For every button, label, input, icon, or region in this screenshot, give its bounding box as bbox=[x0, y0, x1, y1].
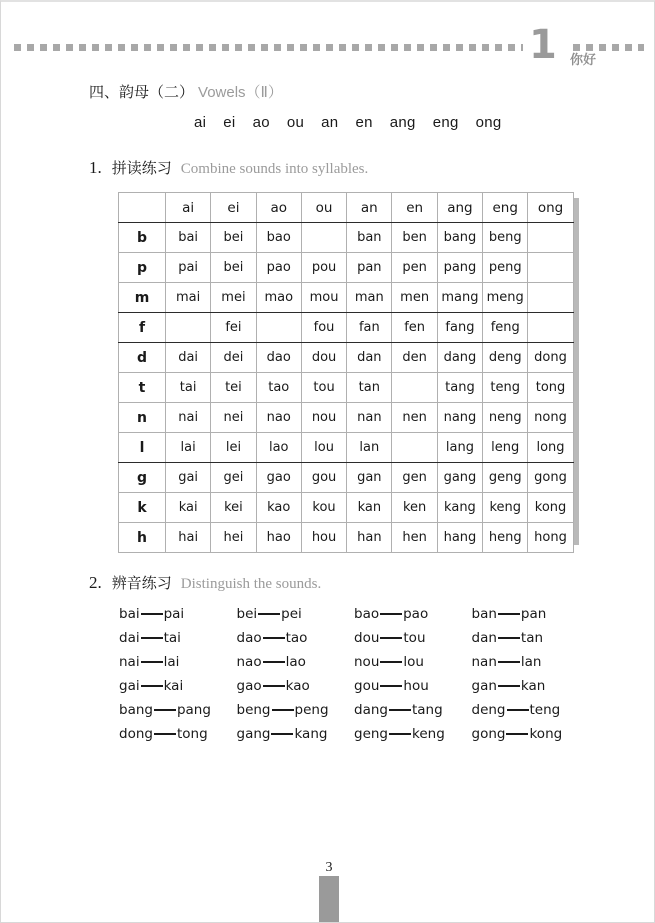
exercise-2-heading bbox=[89, 572, 321, 593]
exercise-1-heading bbox=[89, 157, 368, 178]
table-cell-syllable: gong bbox=[528, 463, 573, 493]
minimal-pairs-list bbox=[119, 602, 589, 746]
table-cell-syllable: men bbox=[392, 283, 437, 313]
minimal-pair-row bbox=[119, 674, 589, 698]
section-heading-chinese: 四、韵母（二） bbox=[89, 83, 195, 101]
minimal-pair-left: geng bbox=[354, 726, 389, 742]
table-cell-syllable: kai bbox=[166, 493, 211, 523]
table-row-header-initial: d bbox=[119, 343, 166, 373]
table-cell-syllable: hen bbox=[392, 523, 437, 553]
minimal-pair-connector bbox=[380, 613, 402, 615]
minimal-pair-right: kong bbox=[529, 726, 563, 742]
vowel-item: ou bbox=[286, 114, 305, 131]
minimal-pair bbox=[354, 654, 472, 670]
table-row bbox=[119, 463, 574, 493]
table-cell-syllable: dang bbox=[437, 343, 482, 373]
minimal-pair bbox=[237, 702, 355, 718]
minimal-pair-right: teng bbox=[529, 702, 561, 718]
minimal-pair-left: dai bbox=[119, 630, 140, 646]
table-cell-syllable: nang bbox=[437, 403, 482, 433]
table-cell-syllable: pai bbox=[166, 253, 211, 283]
minimal-pair bbox=[119, 606, 237, 622]
minimal-pair-right: pao bbox=[403, 606, 429, 622]
minimal-pair-connector bbox=[263, 637, 285, 639]
minimal-pair-right: peng bbox=[294, 702, 329, 718]
minimal-pair-left: deng bbox=[471, 702, 506, 718]
minimal-pair-connector bbox=[507, 709, 529, 711]
table-cell-syllable: teng bbox=[483, 373, 528, 403]
table-cell-syllable: han bbox=[347, 523, 392, 553]
table-cell-syllable: gao bbox=[256, 463, 301, 493]
exercise-2-chinese: 辨音练习 bbox=[111, 574, 172, 592]
table-cell-syllable: nai bbox=[166, 403, 211, 433]
table-cell-syllable: tao bbox=[256, 373, 301, 403]
table-row-header-initial: t bbox=[119, 373, 166, 403]
minimal-pair-row bbox=[119, 650, 589, 674]
vowel-item: ong bbox=[475, 114, 502, 131]
exercise-2-number: 2. bbox=[89, 573, 102, 592]
minimal-pair-right: lao bbox=[285, 654, 306, 670]
minimal-pair-row bbox=[119, 722, 589, 746]
table-cell-syllable: mou bbox=[301, 283, 346, 313]
page-number: 3 bbox=[325, 860, 333, 875]
syllable-table bbox=[118, 192, 574, 553]
minimal-pair-left: gai bbox=[119, 678, 140, 694]
table-cell-syllable: lang bbox=[437, 433, 482, 463]
minimal-pair-connector bbox=[498, 661, 520, 663]
minimal-pair-connector bbox=[141, 637, 163, 639]
table-cell-syllable: hong bbox=[528, 523, 573, 553]
table-row bbox=[119, 223, 574, 253]
table-row-header-initial: n bbox=[119, 403, 166, 433]
minimal-pair-row bbox=[119, 602, 589, 626]
minimal-pair-right: keng bbox=[412, 726, 445, 742]
minimal-pair-right: pan bbox=[520, 606, 547, 622]
minimal-pair-right: lan bbox=[520, 654, 542, 670]
table-cell-syllable: dong bbox=[528, 343, 573, 373]
table-cell-syllable: bei bbox=[211, 223, 256, 253]
table-row bbox=[119, 343, 574, 373]
table-cell-syllable: kao bbox=[256, 493, 301, 523]
minimal-pair bbox=[354, 678, 472, 694]
table-cell-syllable: lan bbox=[347, 433, 392, 463]
minimal-pair-connector bbox=[506, 733, 528, 735]
table-cell-syllable: fan bbox=[347, 313, 392, 343]
table-cell-syllable: long bbox=[528, 433, 573, 463]
table-cell-syllable: bang bbox=[437, 223, 482, 253]
table-cell-syllable bbox=[166, 313, 211, 343]
table-column-header: eng bbox=[483, 193, 528, 223]
minimal-pair-connector bbox=[154, 709, 176, 711]
table-cell-syllable bbox=[528, 253, 573, 283]
table-cell-syllable: fei bbox=[211, 313, 256, 343]
table-cell-syllable: fang bbox=[437, 313, 482, 343]
minimal-pair bbox=[119, 726, 237, 742]
table-cell-syllable: keng bbox=[483, 493, 528, 523]
minimal-pair-left: bao bbox=[354, 606, 380, 622]
table-row-header-initial: g bbox=[119, 463, 166, 493]
table-cell-syllable: dao bbox=[256, 343, 301, 373]
table-column-header: ei bbox=[211, 193, 256, 223]
minimal-pair-connector bbox=[498, 613, 520, 615]
table-cell-syllable: kang bbox=[437, 493, 482, 523]
table-row bbox=[119, 373, 574, 403]
minimal-pair-left: gao bbox=[236, 678, 262, 694]
table-cell-syllable: fen bbox=[392, 313, 437, 343]
table-cell-syllable: peng bbox=[483, 253, 528, 283]
minimal-pair-connector bbox=[141, 661, 163, 663]
minimal-pair-row bbox=[119, 626, 589, 650]
minimal-pair-left: gou bbox=[354, 678, 380, 694]
table-cell-syllable: nei bbox=[211, 403, 256, 433]
minimal-pair bbox=[119, 702, 237, 718]
minimal-pair-right: lou bbox=[403, 654, 424, 670]
vowel-item: ang bbox=[389, 114, 416, 131]
vowel-item: ei bbox=[223, 114, 236, 131]
table-cell-syllable: ben bbox=[392, 223, 437, 253]
minimal-pair-left: bei bbox=[236, 606, 258, 622]
table-cell-syllable: bai bbox=[166, 223, 211, 253]
minimal-pair-connector bbox=[272, 709, 294, 711]
table-header-row bbox=[119, 193, 574, 223]
table-corner-cell bbox=[119, 193, 166, 223]
table-cell-syllable: meng bbox=[483, 283, 528, 313]
table-cell-syllable: lei bbox=[211, 433, 256, 463]
minimal-pair-left: nou bbox=[354, 654, 380, 670]
minimal-pair-right: tan bbox=[520, 630, 544, 646]
table-cell-syllable: gang bbox=[437, 463, 482, 493]
table-row-header-initial: b bbox=[119, 223, 166, 253]
minimal-pair-right: tao bbox=[285, 630, 308, 646]
table-cell-syllable: hai bbox=[166, 523, 211, 553]
table-cell-syllable: pao bbox=[256, 253, 301, 283]
minimal-pair-connector bbox=[258, 613, 280, 615]
table-row-header-initial: f bbox=[119, 313, 166, 343]
minimal-pair-connector bbox=[141, 613, 163, 615]
minimal-pair bbox=[237, 726, 355, 742]
minimal-pair-left: dan bbox=[471, 630, 497, 646]
table-row-header-initial: l bbox=[119, 433, 166, 463]
vowel-item: ai bbox=[194, 114, 207, 131]
minimal-pair-left: bai bbox=[119, 606, 140, 622]
minimal-pair-right: pai bbox=[163, 606, 185, 622]
table-cell-syllable: gou bbox=[301, 463, 346, 493]
minimal-pair-right: lai bbox=[163, 654, 180, 670]
minimal-pair-connector bbox=[154, 733, 176, 735]
exercise-2-english: Distinguish the sounds. bbox=[180, 576, 322, 592]
table-cell-syllable: lou bbox=[301, 433, 346, 463]
table-row-header-initial: m bbox=[119, 283, 166, 313]
minimal-pair-left: gan bbox=[471, 678, 497, 694]
minimal-pair bbox=[472, 630, 590, 646]
table-cell-syllable: kei bbox=[211, 493, 256, 523]
exercise-1-number: 1. bbox=[89, 158, 102, 177]
minimal-pair-left: gong bbox=[471, 726, 506, 742]
table-cell-syllable: tei bbox=[211, 373, 256, 403]
table-row bbox=[119, 433, 574, 463]
table-cell-syllable: hao bbox=[256, 523, 301, 553]
page-header bbox=[1, 24, 655, 72]
table-cell-syllable: nou bbox=[301, 403, 346, 433]
table-cell-syllable: nen bbox=[392, 403, 437, 433]
table-cell-syllable: hou bbox=[301, 523, 346, 553]
table-row bbox=[119, 313, 574, 343]
minimal-pair-right: tai bbox=[163, 630, 181, 646]
table-cell-syllable: dan bbox=[347, 343, 392, 373]
table-cell-syllable: gei bbox=[211, 463, 256, 493]
minimal-pair bbox=[119, 654, 237, 670]
table-cell-syllable: mei bbox=[211, 283, 256, 313]
table-row bbox=[119, 493, 574, 523]
vowel-item: eng bbox=[432, 114, 459, 131]
minimal-pair-connector bbox=[263, 685, 285, 687]
table-cell-syllable: gai bbox=[166, 463, 211, 493]
minimal-pair bbox=[237, 678, 355, 694]
exercise-1-chinese: 拼读练习 bbox=[111, 159, 172, 177]
table-cell-syllable: ken bbox=[392, 493, 437, 523]
table-cell-syllable: hang bbox=[437, 523, 482, 553]
table-cell-syllable: beng bbox=[483, 223, 528, 253]
minimal-pair bbox=[354, 606, 472, 622]
table-cell-syllable: nao bbox=[256, 403, 301, 433]
table-cell-syllable: mao bbox=[256, 283, 301, 313]
table-cell-syllable: feng bbox=[483, 313, 528, 343]
table-cell-syllable: ban bbox=[347, 223, 392, 253]
table-cell-syllable bbox=[392, 433, 437, 463]
table-cell-syllable: mai bbox=[166, 283, 211, 313]
table-cell-syllable: bei bbox=[211, 253, 256, 283]
vowel-list bbox=[194, 114, 502, 131]
table-cell-syllable: geng bbox=[483, 463, 528, 493]
table-row bbox=[119, 523, 574, 553]
header-dotted-rule-left bbox=[14, 44, 523, 51]
minimal-pair bbox=[119, 630, 237, 646]
table-cell-syllable: tan bbox=[347, 373, 392, 403]
vowel-item: ao bbox=[252, 114, 270, 131]
table-cell-syllable: bao bbox=[256, 223, 301, 253]
table-column-header: ou bbox=[301, 193, 346, 223]
table-cell-syllable: den bbox=[392, 343, 437, 373]
table-cell-syllable bbox=[528, 283, 573, 313]
minimal-pair-connector bbox=[498, 637, 520, 639]
table-column-header: en bbox=[392, 193, 437, 223]
section-heading-english: Vowels（Ⅱ） bbox=[198, 84, 283, 101]
minimal-pair-connector bbox=[380, 685, 402, 687]
table-cell-syllable: pen bbox=[392, 253, 437, 283]
minimal-pair bbox=[354, 702, 472, 718]
minimal-pair-left: ban bbox=[471, 606, 497, 622]
table-cell-syllable: kou bbox=[301, 493, 346, 523]
table-row bbox=[119, 253, 574, 283]
minimal-pair-connector bbox=[389, 733, 411, 735]
table-cell-syllable: fou bbox=[301, 313, 346, 343]
minimal-pair bbox=[354, 630, 472, 646]
minimal-pair-left: nao bbox=[236, 654, 262, 670]
table-cell-syllable: tou bbox=[301, 373, 346, 403]
table-cell-syllable: kong bbox=[528, 493, 573, 523]
table-column-header: ai bbox=[166, 193, 211, 223]
minimal-pair-connector bbox=[498, 685, 520, 687]
table-cell-syllable: heng bbox=[483, 523, 528, 553]
minimal-pair-connector bbox=[380, 661, 402, 663]
minimal-pair-right: tang bbox=[411, 702, 443, 718]
table-row bbox=[119, 283, 574, 313]
minimal-pair-connector bbox=[271, 733, 293, 735]
vowel-item: an bbox=[321, 114, 339, 131]
minimal-pair-right: pei bbox=[281, 606, 302, 622]
table-cell-syllable: pang bbox=[437, 253, 482, 283]
minimal-pair-connector bbox=[389, 709, 411, 711]
table-cell-syllable: nan bbox=[347, 403, 392, 433]
minimal-pair-left: bang bbox=[119, 702, 153, 718]
table-row-header-initial: h bbox=[119, 523, 166, 553]
minimal-pair-left: nai bbox=[119, 654, 140, 670]
minimal-pair-left: dou bbox=[354, 630, 380, 646]
table-column-header: ong bbox=[528, 193, 573, 223]
minimal-pair-right: kan bbox=[520, 678, 546, 694]
table-cell-syllable: tang bbox=[437, 373, 482, 403]
minimal-pair-right: hou bbox=[403, 678, 429, 694]
table-cell-syllable bbox=[528, 313, 573, 343]
table-cell-syllable: pou bbox=[301, 253, 346, 283]
table-column-header: an bbox=[347, 193, 392, 223]
minimal-pair-right: tong bbox=[176, 726, 208, 742]
syllable-table-container bbox=[118, 192, 574, 553]
minimal-pair-left: gang bbox=[236, 726, 271, 742]
table-cell-syllable: dou bbox=[301, 343, 346, 373]
minimal-pair bbox=[472, 654, 590, 670]
minimal-pair bbox=[354, 726, 472, 742]
table-row bbox=[119, 403, 574, 433]
table-cell-syllable bbox=[301, 223, 346, 253]
minimal-pair-left: nan bbox=[471, 654, 497, 670]
table-cell-syllable: lao bbox=[256, 433, 301, 463]
section-heading bbox=[89, 82, 283, 103]
table-cell-syllable: gen bbox=[392, 463, 437, 493]
table-cell-syllable: deng bbox=[483, 343, 528, 373]
table-cell-syllable: mang bbox=[437, 283, 482, 313]
table-cell-syllable: leng bbox=[483, 433, 528, 463]
minimal-pair-connector bbox=[380, 637, 402, 639]
minimal-pair-connector bbox=[263, 661, 285, 663]
table-cell-syllable: pan bbox=[347, 253, 392, 283]
table-cell-syllable: dai bbox=[166, 343, 211, 373]
minimal-pair bbox=[237, 630, 355, 646]
syllable-table-head bbox=[119, 193, 574, 223]
chapter-number: 1 bbox=[529, 22, 556, 68]
minimal-pair-row bbox=[119, 698, 589, 722]
minimal-pair bbox=[472, 726, 590, 742]
chapter-title: 你好 bbox=[570, 53, 597, 68]
table-cell-syllable: man bbox=[347, 283, 392, 313]
table-cell-syllable: nong bbox=[528, 403, 573, 433]
minimal-pair bbox=[237, 606, 355, 622]
minimal-pair bbox=[472, 678, 590, 694]
minimal-pair bbox=[472, 606, 590, 622]
table-cell-syllable: lai bbox=[166, 433, 211, 463]
minimal-pair-right: pang bbox=[176, 702, 211, 718]
exercise-1-english: Combine sounds into syllables. bbox=[180, 161, 369, 177]
table-cell-syllable: tai bbox=[166, 373, 211, 403]
minimal-pair-connector bbox=[141, 685, 163, 687]
table-cell-syllable bbox=[392, 373, 437, 403]
table-column-header: ang bbox=[437, 193, 482, 223]
header-dotted-rule-right bbox=[573, 44, 644, 51]
minimal-pair-right: tou bbox=[403, 630, 426, 646]
minimal-pair-right: kang bbox=[294, 726, 328, 742]
table-cell-syllable bbox=[256, 313, 301, 343]
table-cell-syllable: dei bbox=[211, 343, 256, 373]
table-cell-syllable bbox=[528, 223, 573, 253]
minimal-pair bbox=[237, 654, 355, 670]
syllable-table-body bbox=[119, 223, 574, 553]
minimal-pair-left: dong bbox=[119, 726, 153, 742]
minimal-pair-left: dao bbox=[236, 630, 262, 646]
table-column-header: ao bbox=[256, 193, 301, 223]
footer-bar bbox=[319, 876, 339, 922]
table-cell-syllable: gan bbox=[347, 463, 392, 493]
vowel-item: en bbox=[355, 114, 373, 131]
table-cell-syllable: neng bbox=[483, 403, 528, 433]
table-cell-syllable: kan bbox=[347, 493, 392, 523]
table-row-header-initial: p bbox=[119, 253, 166, 283]
minimal-pair-left: dang bbox=[354, 702, 388, 718]
minimal-pair-left: beng bbox=[236, 702, 271, 718]
minimal-pair bbox=[472, 702, 590, 718]
minimal-pair-right: kai bbox=[163, 678, 184, 694]
table-cell-syllable: tong bbox=[528, 373, 573, 403]
minimal-pair bbox=[119, 678, 237, 694]
table-row-header-initial: k bbox=[119, 493, 166, 523]
table-cell-syllable: hei bbox=[211, 523, 256, 553]
minimal-pair-right: kao bbox=[285, 678, 310, 694]
